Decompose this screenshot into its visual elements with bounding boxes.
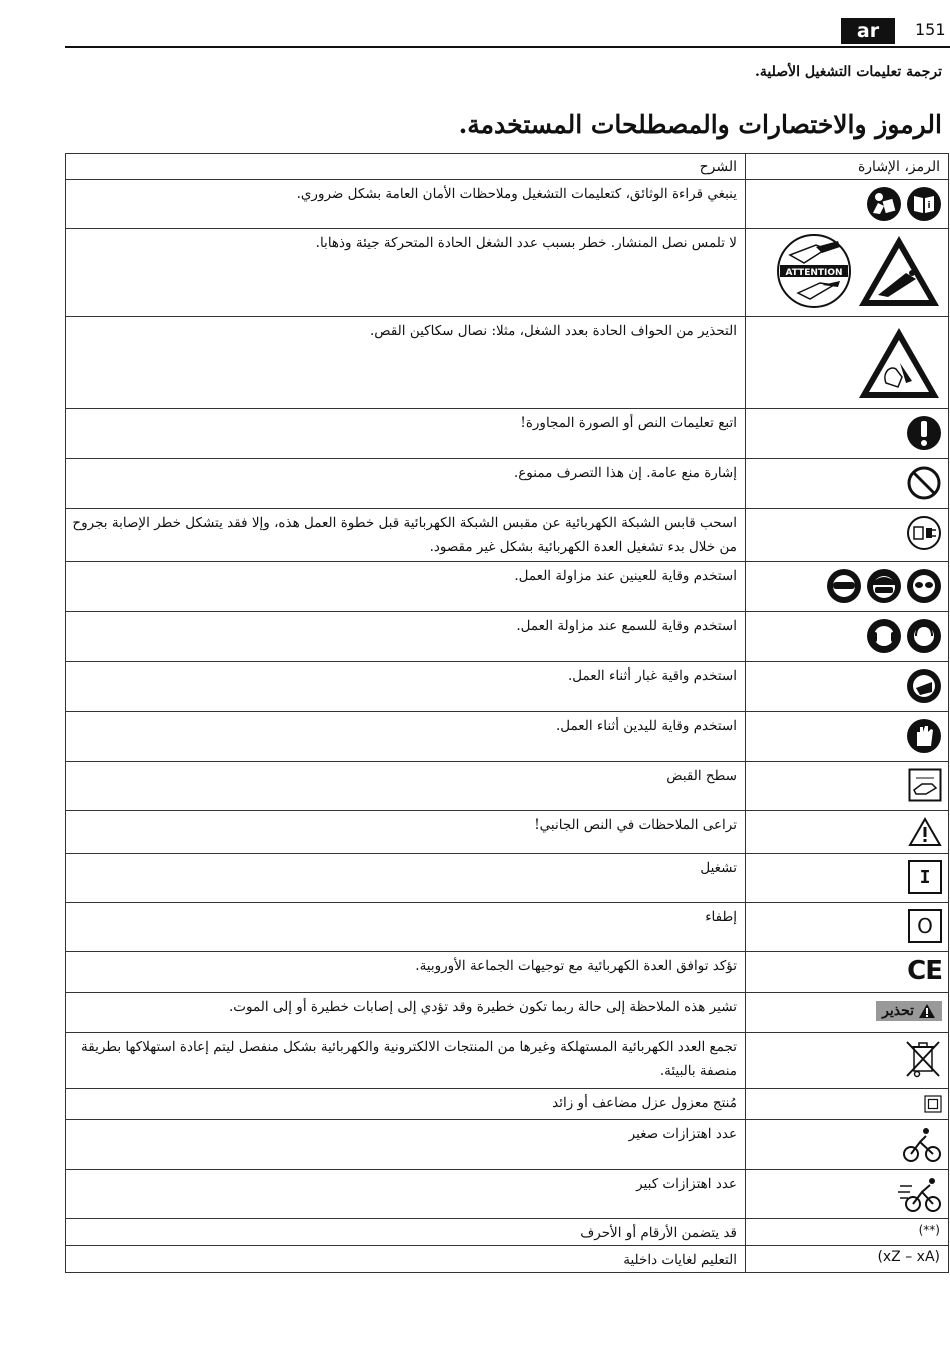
row-explanation: التعليم لغايات داخلية — [66, 1246, 746, 1273]
row-symbol — [746, 459, 949, 509]
table-row — [66, 854, 949, 903]
table-row — [66, 1219, 949, 1246]
read-manual-book-icon — [906, 186, 942, 222]
table-row — [66, 1246, 949, 1273]
row-symbol — [746, 903, 949, 952]
row-explanation: تراعى الملاحظات في النص الجانبي! — [66, 811, 746, 854]
row-explanation: ينبغي قراءة الوثائق، كتعليمات التشغيل وملاحظات الأمان العامة بشكل ضروري. — [66, 180, 746, 229]
page-number: 151 — [915, 20, 946, 39]
prohibition-circle-icon — [906, 465, 942, 501]
warning-triangle-filled-icon — [918, 1003, 936, 1019]
row-symbol — [746, 229, 949, 317]
table-row — [66, 662, 949, 712]
row-symbol — [746, 1089, 949, 1120]
row-symbol — [746, 409, 949, 459]
table-row — [66, 180, 949, 229]
row-explanation: إشارة منع عامة. إن هذا التصرف ممنوع. — [66, 459, 746, 509]
crossed-out-bin-icon — [904, 1039, 942, 1079]
row-explanation: استخدم واقية غبار أثناء العمل. — [66, 662, 746, 712]
row-symbol — [746, 854, 949, 903]
language-badge: ar — [841, 18, 895, 44]
switch-off-icon: O — [908, 909, 942, 943]
row-explanation: عدد اهتزازات صغير — [66, 1120, 746, 1170]
gripping-surface-icon — [908, 768, 942, 802]
switch-on-icon: I — [908, 860, 942, 894]
table-row — [66, 317, 949, 409]
cyclist-slow-icon — [902, 1126, 942, 1164]
read-manual-person-icon — [866, 186, 902, 222]
table-row — [66, 993, 949, 1033]
table-row — [66, 562, 949, 612]
row-explanation: إطفاء — [66, 903, 746, 952]
row-symbol — [746, 612, 949, 662]
document-subtitle: ترجمة تعليمات التشغيل الأصلية. — [755, 64, 942, 80]
row-explanation: اسحب قابس الشبكة الكهربائية عن مقبس الشبكة الكهربائية قبل خطوة العمل هذه، وإلا فقد يتشكل خطر الإصابة بجروح من خلال بدء تشغيل العدة الكهربائية بشكل غير مقصود. — [66, 509, 746, 562]
row-explanation: قد يتضمن الأرقام أو الأحرف — [66, 1219, 746, 1246]
safety-goggles-icon — [826, 568, 862, 604]
row-symbol — [746, 712, 949, 762]
protective-gloves-icon — [906, 718, 942, 754]
row-symbol — [746, 993, 949, 1033]
table-row — [66, 903, 949, 952]
cyclist-fast-icon — [898, 1176, 942, 1214]
attention-hand-blade-icon — [776, 233, 852, 309]
exclamation-circle-icon — [906, 415, 942, 451]
row-explanation: استخدم وقاية للسمع عند مزاولة العمل. — [66, 612, 746, 662]
table-row — [66, 1033, 949, 1089]
svg-text:i: i — [927, 201, 931, 211]
warning-badge — [876, 1001, 942, 1021]
row-symbol — [746, 662, 949, 712]
table-row — [66, 509, 949, 562]
row-explanation: عدد اهتزازات كبير — [66, 1170, 746, 1219]
internal-code-marker: (xZ – xA) — [877, 1249, 940, 1265]
row-explanation: لا تلمس نصل المنشار. خطر بسبب عدد الشغل الحادة المتحركة جيئة وذهابا. — [66, 229, 746, 317]
row-symbol — [746, 952, 949, 993]
row-explanation: مُنتج معزول عزل مضاعف أو زائد — [66, 1089, 746, 1120]
row-explanation: التحذير من الحواف الحادة بعدد الشغل، مثلا: نصال سكاكين القص. — [66, 317, 746, 409]
row-symbol — [746, 1246, 949, 1273]
row-explanation: تشغيل — [66, 854, 746, 903]
row-symbol — [746, 1120, 949, 1170]
table-row — [66, 1170, 949, 1219]
footnote-marker: (**) — [918, 1223, 940, 1237]
column-header-symbol: الرمز، الإشارة — [746, 154, 949, 180]
ear-protection-icon — [906, 618, 942, 654]
safety-glasses-icon — [906, 568, 942, 604]
table-row — [66, 229, 949, 317]
row-symbol — [746, 1219, 949, 1246]
row-explanation: تؤكد توافق العدة الكهربائية مع توجيهات الجماعة الأوروبية. — [66, 952, 746, 993]
header-divider — [65, 46, 950, 48]
warning-triangle-icon — [908, 817, 942, 847]
table-row — [66, 1120, 949, 1170]
table-row — [66, 459, 949, 509]
row-symbol — [746, 562, 949, 612]
row-symbol — [746, 509, 949, 562]
table-row — [66, 712, 949, 762]
section-title: الرموز والاختصارات والمصطلحات المستخدمة. — [458, 110, 942, 139]
unplug-plug-icon — [906, 515, 942, 551]
double-square-icon — [924, 1095, 942, 1113]
row-symbol — [746, 317, 949, 409]
svg-text:ATTENTION: ATTENTION — [785, 268, 843, 278]
dust-mask-icon — [906, 668, 942, 704]
row-explanation: تشير هذه الملاحظة إلى حالة ربما تكون خطيرة وقد تؤدي إلى إصابات خطيرة أو إلى الموت. — [66, 993, 746, 1033]
row-symbol — [746, 811, 949, 854]
table-row — [66, 1089, 949, 1120]
symbols-table — [65, 153, 949, 1273]
table-header-row — [66, 154, 949, 180]
sharp-edges-warning-triangle-icon — [856, 325, 942, 401]
row-symbol — [746, 1170, 949, 1219]
row-explanation: سطح القبض — [66, 762, 746, 811]
saw-blade-warning-triangle-icon — [856, 233, 942, 309]
warning-badge-label: تحذير — [882, 1003, 914, 1019]
row-explanation: تجمع العدد الكهربائية المستهلكة وغيرها من المنتجات الالكترونية والكهربائية بشكل منفصل ليتم إعادة استهلاكها بطريقة منصفة بالبيئة. — [66, 1033, 746, 1089]
table-row — [66, 409, 949, 459]
ce-mark-icon: CE — [907, 956, 942, 986]
row-symbol — [746, 180, 949, 229]
table-row — [66, 612, 949, 662]
face-shield-icon — [866, 568, 902, 604]
row-symbol — [746, 762, 949, 811]
row-explanation: استخدم وقاية لليدين أثناء العمل. — [66, 712, 746, 762]
row-symbol — [746, 1033, 949, 1089]
ear-muffs-icon — [866, 618, 902, 654]
table-row — [66, 811, 949, 854]
column-header-explanation: الشرح — [66, 154, 746, 180]
row-explanation: اتبع تعليمات النص أو الصورة المجاورة! — [66, 409, 746, 459]
table-row — [66, 762, 949, 811]
table-row — [66, 952, 949, 993]
row-explanation: استخدم وقاية للعينين عند مزاولة العمل. — [66, 562, 746, 612]
